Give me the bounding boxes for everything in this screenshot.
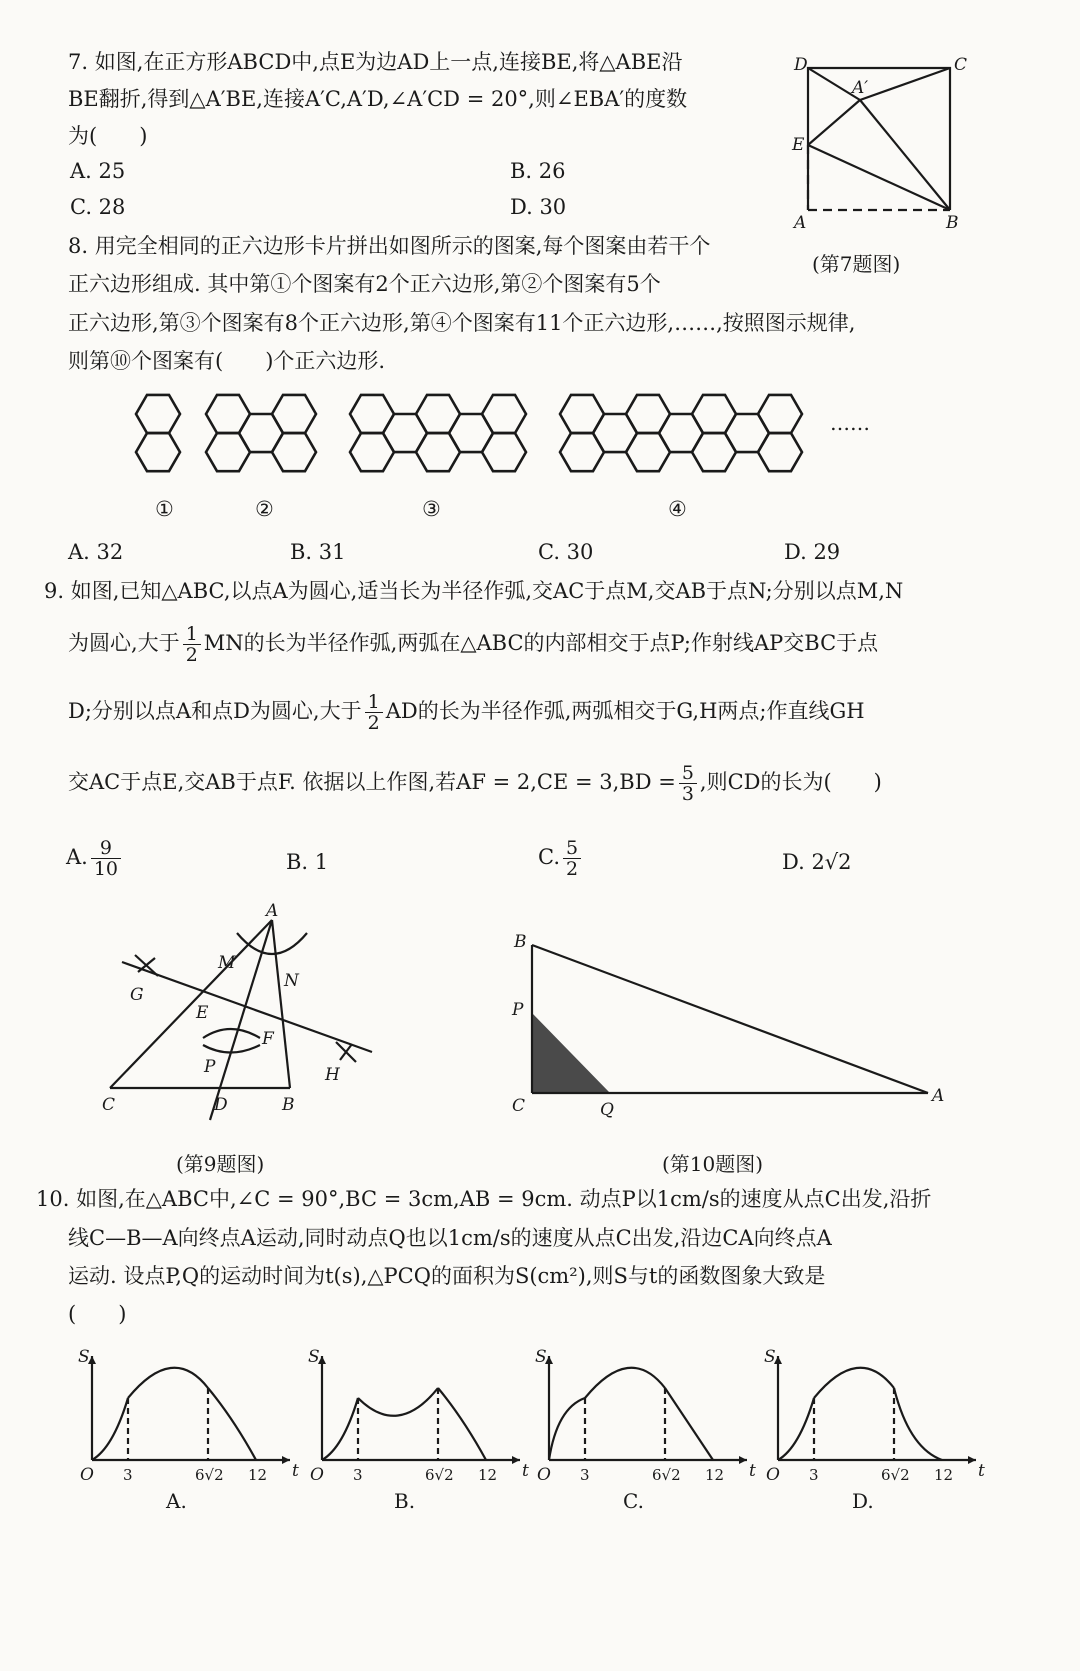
q9-line-3-a: D;分别以点A和点D为圆心,大于 bbox=[68, 699, 362, 723]
q10-graph-a-name: A. bbox=[166, 1489, 187, 1513]
q7-label-a: A bbox=[794, 213, 807, 233]
q9-label-h: H bbox=[325, 1065, 340, 1085]
q7-label-e: E bbox=[792, 135, 805, 155]
q9-option-a-letter: A. bbox=[66, 845, 88, 869]
q10-graph-d-ylabel: S bbox=[764, 1348, 776, 1367]
q7-label-b: B bbox=[946, 213, 959, 233]
q9-label-f: F bbox=[262, 1029, 274, 1049]
q7-label-c: C bbox=[954, 55, 968, 75]
q10-line-3: 运动. 设点P,Q的运动时间为t(s),△PCQ的面积为S(cm²),则S与t的函数图象大致是 bbox=[68, 1264, 826, 1288]
q8-pattern-label-2: ② bbox=[255, 497, 274, 521]
q9-frac2-num: 1 bbox=[365, 692, 383, 713]
q9-frac3-den: 3 bbox=[681, 783, 694, 805]
q10-graph-b[interactable] bbox=[308, 1348, 538, 1513]
q7-figure bbox=[790, 50, 980, 240]
q8-pattern-4-hexagon-26 bbox=[758, 433, 802, 471]
q10-graph-a-xlabel: t bbox=[292, 1461, 299, 1481]
q9-fraction-bd bbox=[679, 763, 697, 804]
q8-pattern-1-hexagon-2 bbox=[136, 433, 180, 471]
q10-label-c: C bbox=[512, 1096, 526, 1116]
q9-label-d: D bbox=[214, 1095, 228, 1115]
q9-option-c-fraction bbox=[563, 838, 581, 879]
q10-graph-d-origin: O bbox=[766, 1465, 780, 1485]
q10-label-a: A bbox=[932, 1086, 945, 1106]
q8-option-c[interactable]: C. 30 bbox=[538, 540, 594, 564]
q9-frac2-den: 2 bbox=[367, 712, 380, 734]
q9-option-c-letter: C. bbox=[538, 845, 560, 869]
q9-label-c: C bbox=[102, 1095, 116, 1115]
q9-optA-den: 10 bbox=[93, 858, 119, 880]
q7-label-d: D bbox=[794, 55, 808, 75]
q10-graph-a-tick-12: 12 bbox=[248, 1466, 268, 1484]
q10-graph-d-xlabel: t bbox=[978, 1461, 985, 1481]
q9-label-n: N bbox=[284, 971, 299, 991]
q10-graph-c-tick-6r2: 6√2 bbox=[652, 1466, 681, 1484]
q10-graph-d-tick-6r2: 6√2 bbox=[881, 1466, 910, 1484]
q8-pattern-label-1: ① bbox=[155, 497, 174, 521]
q10-line-2: 线C—B—A向终点A运动,同时动点Q也以1cm/s的速度从点C出发,沿边CA向终点A bbox=[68, 1226, 832, 1250]
q9-label-a: A bbox=[266, 901, 279, 921]
q8-pattern-4-hexagon-25 bbox=[758, 395, 802, 433]
q7-line-1: 7. 如图,在正方形ABCD中,点E为边AD上一点,连接BE,将△ABE沿 bbox=[68, 50, 683, 74]
q8-line-4: 则第⑩个图案有( )个正六边形. bbox=[68, 349, 386, 373]
q7-option-a[interactable]: A. 25 bbox=[70, 159, 126, 183]
q9-line-3-b: AD的长为半径作弧,两弧相交于G,H两点;作直线GH bbox=[385, 699, 865, 723]
q9-option-a[interactable] bbox=[66, 838, 124, 879]
q8-pattern-label-3: ③ bbox=[422, 497, 441, 521]
q9-label-b: B bbox=[282, 1095, 295, 1115]
q9-option-a-fraction bbox=[91, 838, 121, 879]
q10-graph-b-ylabel: S bbox=[308, 1348, 320, 1367]
q7-line-3: 为( ) bbox=[68, 124, 148, 148]
q10-line-1: 10. 如图,在△ABC中,∠C = 90°,BC = 3cm,AB = 9cm. 动点P以1cm/s的速度从点C出发,沿折 bbox=[36, 1187, 932, 1211]
q9-optA-num: 9 bbox=[91, 838, 121, 859]
q8-line-1: 8. 用完全相同的正六边形卡片拼出如图所示的图案,每个图案由若干个 bbox=[68, 234, 711, 258]
q9-label-e: E bbox=[196, 1003, 209, 1023]
q8-option-b[interactable]: B. 31 bbox=[290, 540, 346, 564]
q10-graph-b-tick-12: 12 bbox=[478, 1466, 498, 1484]
q9-caption: (第9题图) bbox=[176, 1152, 265, 1176]
q10-graph-d-tick-3: 3 bbox=[809, 1466, 819, 1484]
q9-line-4-a: 交AC于点E,交AB于点F. 依据以上作图,若AF = 2,CE = 3,BD = bbox=[68, 770, 676, 794]
q9-optC-num: 5 bbox=[563, 838, 581, 859]
q10-shaded-triangle bbox=[532, 1013, 610, 1093]
q10-label-p: P bbox=[512, 1000, 524, 1020]
q10-graph-d-name: D. bbox=[852, 1489, 874, 1513]
q8-hexagon-patterns bbox=[120, 390, 920, 530]
q8-pattern-1-hexagon-1 bbox=[136, 395, 180, 433]
q9-figure bbox=[100, 900, 400, 1130]
q9-line-2-a: 为圆心,大于 bbox=[68, 631, 180, 655]
q10-figure bbox=[500, 925, 960, 1125]
q10-graph-c-xlabel: t bbox=[749, 1461, 756, 1481]
q9-frac3-num: 5 bbox=[679, 763, 697, 784]
q8-pattern-2-hexagon-7 bbox=[272, 433, 316, 471]
q10-label-q: Q bbox=[600, 1100, 614, 1120]
q10-graph-b-tick-6r2: 6√2 bbox=[425, 1466, 454, 1484]
q9-label-g: G bbox=[130, 985, 144, 1005]
q7-option-c[interactable]: C. 28 bbox=[70, 195, 126, 219]
q10-graph-c[interactable] bbox=[535, 1348, 765, 1513]
q9-line-4 bbox=[68, 763, 882, 804]
q7-caption: (第7题图) bbox=[812, 252, 901, 276]
q10-graph-c-origin: O bbox=[537, 1465, 551, 1485]
q8-pattern-3-hexagon-14 bbox=[482, 395, 526, 433]
q9-fraction-half-2 bbox=[365, 692, 383, 733]
q7-option-b[interactable]: B. 26 bbox=[510, 159, 566, 183]
q10-graph-c-tick-3: 3 bbox=[580, 1466, 590, 1484]
q9-label-p: P bbox=[204, 1057, 216, 1077]
q8-pattern-2-hexagon-6 bbox=[272, 395, 316, 433]
q9-line-2-b: MN的长为半径作弧,两弧在△ABC的内部相交于点P;作射线AP交BC于点 bbox=[203, 631, 879, 655]
q7-label-a-prime: A′ bbox=[852, 78, 869, 98]
q9-line-2 bbox=[68, 624, 878, 665]
q10-graph-a[interactable] bbox=[78, 1348, 308, 1513]
q8-option-a[interactable]: A. 32 bbox=[68, 540, 124, 564]
q10-graph-b-tick-3: 3 bbox=[353, 1466, 363, 1484]
q10-graph-a-origin: O bbox=[80, 1465, 94, 1485]
q10-graph-b-xlabel: t bbox=[522, 1461, 529, 1481]
q10-graph-d[interactable] bbox=[764, 1348, 994, 1513]
q8-pattern-3-hexagon-15 bbox=[482, 433, 526, 471]
q10-caption: (第10题图) bbox=[662, 1152, 764, 1176]
q9-frac1-den: 2 bbox=[185, 644, 198, 666]
q10-graph-c-name: C. bbox=[623, 1489, 644, 1513]
q9-option-b[interactable]: B. 1 bbox=[286, 850, 329, 874]
q8-ellipsis: …… bbox=[830, 411, 870, 435]
q10-graph-b-origin: O bbox=[310, 1465, 324, 1485]
q10-label-b: B bbox=[514, 932, 527, 952]
q10-graph-d-tick-12: 12 bbox=[934, 1466, 954, 1484]
q10-graph-b-name: B. bbox=[394, 1489, 416, 1513]
q9-frac1-num: 1 bbox=[183, 624, 201, 645]
q9-line-3 bbox=[68, 692, 865, 733]
q10-line-4: ( ) bbox=[68, 1302, 127, 1326]
q9-option-c[interactable] bbox=[538, 838, 584, 879]
q10-graph-a-tick-6r2: 6√2 bbox=[195, 1466, 224, 1484]
q10-graph-c-tick-12: 12 bbox=[705, 1466, 725, 1484]
q7-option-d[interactable]: D. 30 bbox=[510, 195, 567, 219]
q9-label-m: M bbox=[218, 953, 236, 973]
q9-line-1: 9. 如图,已知△ABC,以点A为圆心,适当长为半径作弧,交AC于点M,交AB于点N;分别以点M,N bbox=[44, 579, 904, 603]
q10-graph-c-ylabel: S bbox=[535, 1348, 547, 1367]
q10-graph-a-tick-3: 3 bbox=[123, 1466, 133, 1484]
q10-graph-a-ylabel: S bbox=[78, 1348, 90, 1367]
q8-pattern-label-4: ④ bbox=[668, 497, 687, 521]
q9-optC-den: 2 bbox=[566, 858, 579, 880]
q7-line-2: BE翻折,得到△A′BE,连接A′C,A′D,∠A′CD = 20°,则∠EBA′的度数 bbox=[68, 87, 688, 111]
q9-line-4-b: ,则CD的长为( ) bbox=[699, 770, 882, 794]
q8-option-d[interactable]: D. 29 bbox=[784, 540, 841, 564]
q8-line-2: 正六边形组成. 其中第①个图案有2个正六边形,第②个图案有5个 bbox=[68, 272, 661, 296]
q9-fraction-half-1 bbox=[183, 624, 201, 665]
q9-option-d[interactable]: D. 2√2 bbox=[782, 850, 852, 874]
q8-line-3: 正六边形,第③个图案有8个正六边形,第④个图案有11个正六边形,……,按照图示规律, bbox=[68, 311, 856, 335]
